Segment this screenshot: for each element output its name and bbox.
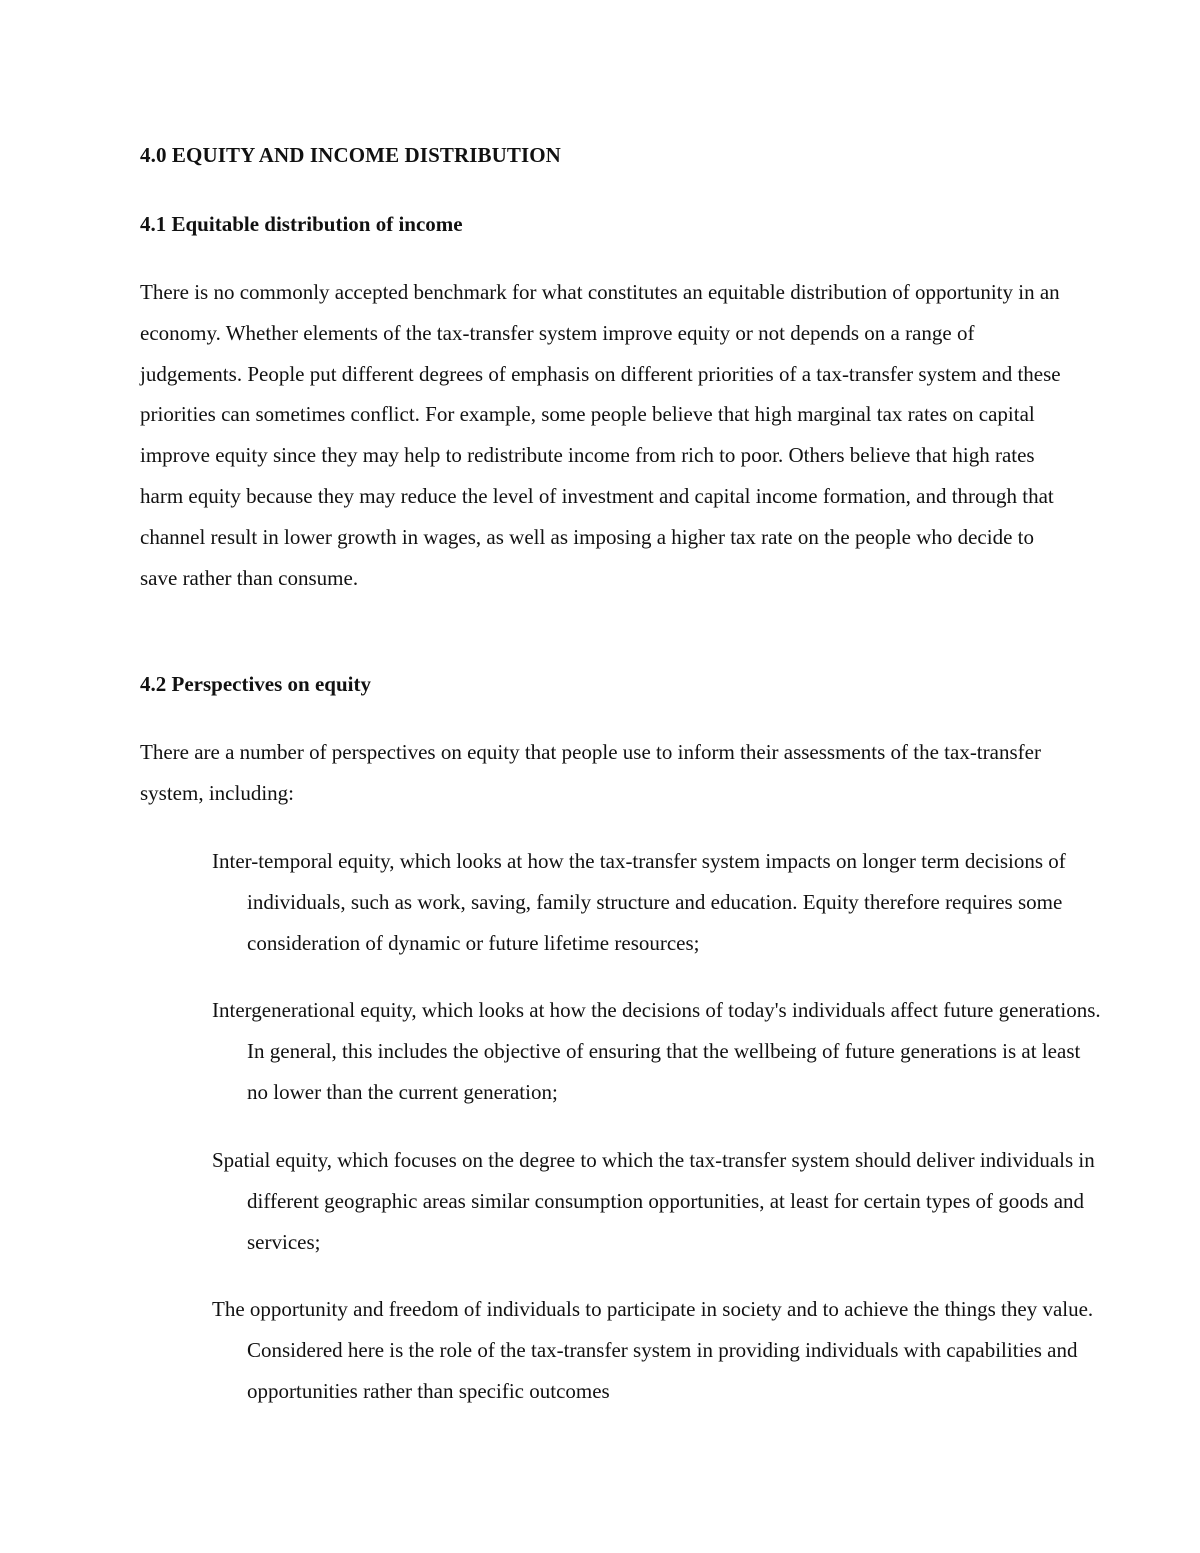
section-heading-4-1: 4.1 Equitable distribution of income [140,212,463,236]
section-4-1-paragraph: There is no commonly accepted benchmark for what constitutes an equitable distribution of opportunity in an economy. Whether elements of the tax-transfer system improve equity or not depends on a range of judgements. People put different degrees of emphasis on different priorities of a tax-transfer system and these priorities can sometimes conflict. For example, some people believe that high marginal tax rates on capital improve equity since they may help to redistribute income from rich to poor. Others believe that high rates harm equity because they may reduce the level of investment and capital income formation, and through that channel result in lower growth in wages, as well as imposing a higher tax rate on the people who decide to save rather than consume. [140,280,1061,590]
section-4-2-intro: There are a number of perspectives on equity that people use to inform their assessments of the tax-transfer system, including: [140,740,1041,805]
list-item-intergenerational-equity: Intergenerational equity, which looks at how the decisions of today's individuals affect future generations. In general, this includes the objective of ensuring that the wellbeing of future generations is at least no lower than the current generation; [212,998,1101,1104]
list-item-intertemporal-equity: Inter-temporal equity, which looks at how the tax-transfer system impacts on longer term decisions of individuals, such as work, saving, family structure and education. Equity therefore requires some consideration of dynamic or future lifetime resources; [212,849,1066,955]
list-item-spatial-equity: Spatial equity, which focuses on the degree to which the tax-transfer system should deliver individuals in different geographic areas similar consumption opportunities, at least for certain types of goods and services; [212,1148,1095,1254]
section-heading-4-2: 4.2 Perspectives on equity [140,672,371,696]
list-item-opportunity-freedom: The opportunity and freedom of individuals to participate in society and to achieve the things they value. Considered here is the role of the tax-transfer system in providing individuals with capabilities and opportunities rather than specific outcomes [212,1297,1094,1403]
chapter-heading: 4.0 EQUITY AND INCOME DISTRIBUTION [140,143,561,167]
